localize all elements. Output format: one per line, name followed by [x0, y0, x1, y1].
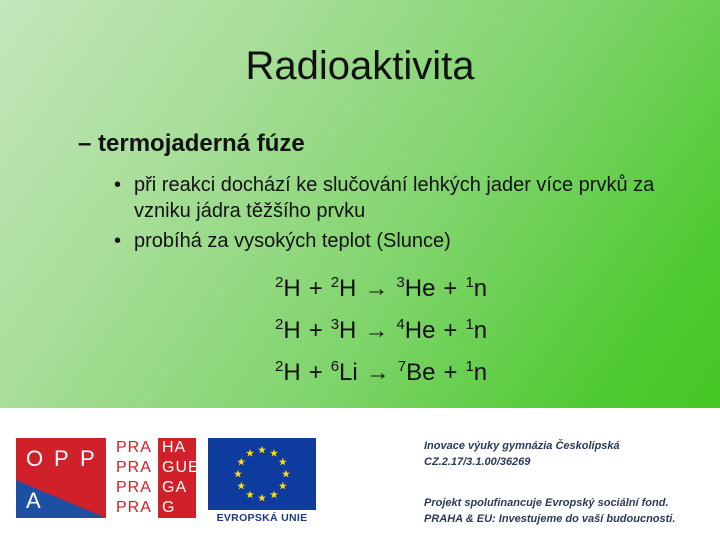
mass-number: 2 [275, 358, 284, 375]
equation-operator: + [443, 317, 458, 344]
element-symbol: n [473, 317, 488, 344]
element-symbol: H [283, 275, 301, 302]
praha-logo-right: G [158, 498, 196, 518]
praha-logo-right: GA [158, 478, 196, 498]
mass-number: 4 [396, 316, 405, 333]
mass-number: 1 [465, 274, 474, 291]
equation-operator: + [443, 359, 458, 386]
equation-operator: + [443, 275, 458, 302]
element-symbol: H [339, 275, 357, 302]
bullet-text: při reakci dochází ke slučování lehkých jader více prvků za vzniku jádra těžšího prvku [134, 174, 655, 222]
opp-logo [16, 438, 106, 518]
element-symbol: H [339, 317, 357, 344]
bullet-text: probíhá za vysokých teplot (Slunce) [134, 230, 451, 252]
mass-number: 1 [465, 358, 474, 375]
project-info-line: CZ.2.17/3.1.00/36269 [424, 456, 531, 468]
mass-number: 2 [275, 316, 284, 333]
bullet-list [114, 172, 684, 258]
praha-logo [116, 438, 200, 518]
praha-logo-left: PRA [116, 499, 152, 516]
mass-number: 6 [330, 358, 340, 375]
project-info [424, 438, 714, 470]
opp-letter-4: A [26, 488, 41, 513]
praha-logo-left: PRA [116, 439, 152, 456]
element-symbol: He [404, 317, 436, 344]
equation-operator: + [308, 317, 323, 344]
mass-number: 3 [330, 316, 340, 333]
bullet-item [114, 172, 684, 224]
eu-flag-icon [208, 438, 316, 510]
eu-label: EVROPSKÁ UNIE [216, 512, 308, 524]
mass-number: 7 [397, 358, 407, 375]
element-symbol: Li [339, 359, 358, 386]
equation-operator: → [365, 359, 390, 386]
praha-logo-left: PRA [116, 459, 152, 476]
bullet-symbol: • [114, 230, 122, 252]
project-info-line: Inovace výuky gymnázia Českolipská [424, 440, 620, 452]
praha-logo-left: PRA [116, 479, 152, 496]
element-symbol: n [473, 359, 488, 386]
equation-row [275, 268, 487, 310]
funding-info-line: Projekt spolufinancuje Evropský sociální fond. [424, 497, 669, 509]
bullet-symbol: • [114, 174, 122, 196]
element-symbol: n [473, 275, 488, 302]
equation-row [275, 352, 487, 394]
opp-letter-2: P [54, 446, 69, 471]
praha-logo-right: GUE [158, 458, 196, 478]
element-symbol: H [283, 359, 301, 386]
equation-list [275, 268, 487, 394]
praha-logo-right: HA [158, 438, 196, 458]
mass-number: 1 [465, 316, 474, 333]
mass-number: 3 [396, 274, 405, 291]
equation-operator: + [308, 359, 323, 386]
element-symbol: He [404, 275, 436, 302]
bullet-item [114, 228, 684, 254]
slide-subheading: – termojaderná fúze [78, 130, 305, 157]
mass-number: 2 [275, 274, 284, 291]
mass-number: 2 [330, 274, 340, 291]
equation-operator: → [364, 317, 389, 344]
funding-info [424, 495, 714, 527]
opp-letter-3: P [80, 446, 95, 471]
funding-info-line: PRAHA & EU: Investujeme do vaší budoucnosti. [424, 513, 676, 525]
equation-row [275, 310, 487, 352]
opp-letter-1: O [26, 446, 44, 471]
equation-operator: → [364, 275, 389, 302]
equation-operator: + [308, 275, 323, 302]
element-symbol: Be [406, 359, 436, 386]
element-symbol: H [283, 317, 301, 344]
slide-title: Radioaktivita [245, 44, 475, 88]
